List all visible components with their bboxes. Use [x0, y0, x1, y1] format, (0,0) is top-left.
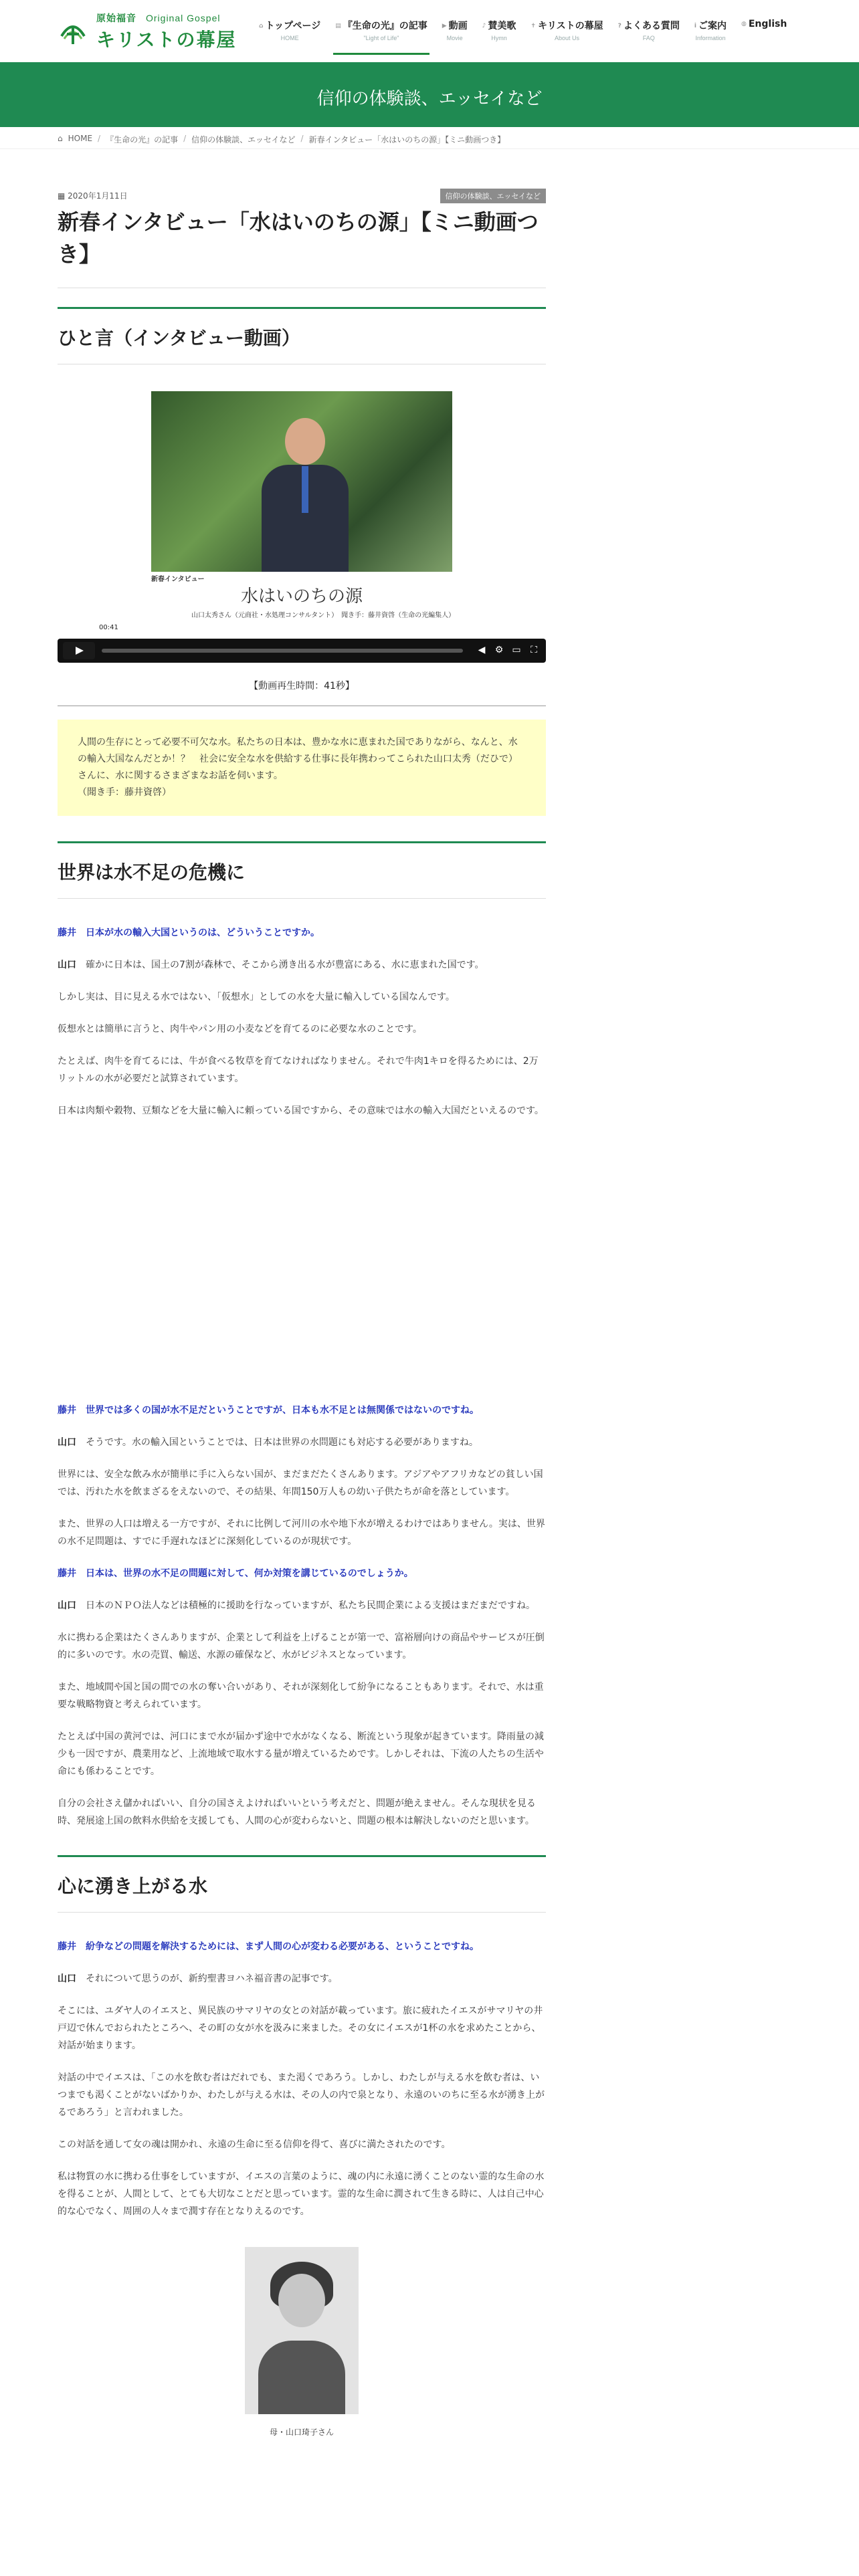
nav-home-en: HOME: [280, 35, 299, 41]
logo-main: キリストの幕屋: [96, 28, 237, 51]
answer-text: 日本のＮＰＯ法人などは積極的に援助を行なっていますが、私たち民間企業による支援はまだまだですね。: [86, 1600, 535, 1611]
nav-movie-en: Movie: [446, 35, 463, 41]
play-button[interactable]: [63, 642, 95, 659]
question-icon: ?: [617, 23, 622, 29]
info-icon: i: [694, 23, 696, 29]
question-text: 日本は、世界の水不足の問題に対して、何か対策を講じているのでしょうか。: [86, 1568, 413, 1579]
nav-english[interactable]: [734, 19, 794, 55]
speaker-name: 藤井: [58, 1941, 76, 1952]
nav-hymn-en: Hymn: [491, 35, 507, 41]
body-paragraph: そこには、ユダヤ人のイエスと、異民族のサマリヤの女との対話が載っています。旅に疲れたイエスがサマリヤの井戸辺で休んでおられたところへ、その町の女が水を汲みに来ました。その女にイエスが1杯の水を求めたことから、対話が始まります。: [58, 2006, 543, 2051]
section-heading-living-water: 心に湧き上がる水: [58, 1855, 546, 1899]
nav-light-of-life[interactable]: [328, 19, 435, 55]
question-text: 世界では多くの国が水不足だということですが、日本も水不足とは無関係ではないのですね。: [86, 1405, 479, 1416]
logo-emblem-icon: [58, 16, 88, 47]
nav-about-en: About Us: [555, 35, 580, 41]
fullscreen-icon[interactable]: ⛶: [531, 645, 537, 655]
answer-text: 確かに日本は、国土の7割が森林で、そこから湧き出る水が豊富にある、水に恵まれた国です。: [86, 960, 484, 970]
nav-hymn-label: 賛美歌: [488, 21, 516, 31]
book-icon: ▤: [335, 23, 341, 29]
video-controls: [58, 639, 546, 663]
video-thumbnail: [151, 391, 452, 572]
calendar-icon: ▦: [58, 191, 68, 201]
body-paragraph: たとえば中国の黄河では、河口にまで水が届かず途中で水がなくなる、断流という現象が起きています。降雨量の減少も一因ですが、農業用など、上流地域で取水する量が増えているためです。しかしそれは、下流の人たちの生活や命にも係わることです。: [58, 1731, 544, 1777]
video-time: 00:41: [99, 624, 118, 631]
video-caption-small: 新春インタビュー: [151, 576, 205, 583]
speaker-name: 山口: [58, 1600, 76, 1611]
article-title: 新春インタビュー「水はいのちの源」【ミニ動画つき】: [58, 209, 539, 267]
category-badge[interactable]: 信仰の体験談、エッセイなど: [440, 189, 546, 203]
settings-gear-icon[interactable]: ⚙: [494, 645, 504, 655]
logo-sub-en: Original Gospel: [146, 12, 221, 23]
photo-figure-head: [278, 2274, 325, 2327]
answer-paragraph: [58, 1970, 546, 1988]
question-text: 紛争などの問題を解決するためには、まず人間の心が変わる必要がある、ということですね。: [86, 1941, 479, 1952]
nav-movie[interactable]: [435, 19, 475, 55]
breadcrumb-separator: /: [98, 134, 101, 143]
nav-about-label: キリストの幕屋: [537, 21, 603, 31]
body-paragraph: この対話を通して女の魂は開かれ、永遠の生命に至る信仰を得て、喜びに満たされたのです。: [58, 2139, 451, 2150]
main-nav: [252, 19, 794, 55]
question-paragraph: [58, 1938, 546, 1955]
logo-sub-jp: 原始福音: [96, 13, 136, 24]
nav-info[interactable]: [687, 19, 734, 55]
nav-light-of-life-label: 『生命の光』の記事: [343, 21, 427, 31]
nav-faq-en: FAQ: [642, 35, 655, 41]
video-duration-note: 【動画再生時間：41秒】: [249, 681, 355, 691]
speaker-name: 山口: [58, 960, 76, 970]
movie-icon: ▶: [442, 23, 447, 29]
nav-movie-label: 動画: [448, 21, 468, 31]
body-paragraph: 私は物質の水に携わる仕事をしていますが、イエスの言葉のように、魂の内に永遠に湧くことのない霊的な生命の水を得ることが、人間として、とても大切なことだと思っています。霊的な生命に潤されて生きる時に、人は自己中心的な心でなく、周囲の人々まで潤す存在となりえるのです。: [58, 2171, 545, 2217]
banner-title: 信仰の体験談、エッセイなど: [316, 89, 543, 109]
breadcrumb: [58, 134, 510, 145]
home-icon: ⌂: [259, 23, 264, 29]
question-paragraph: [58, 1402, 546, 1419]
church-icon: ✝: [531, 23, 536, 29]
music-icon: ♪: [482, 23, 486, 29]
body-paragraph: 対話の中でイエスは、「この水を飲む者はだれでも、また渇くであろう。しかし、わたしが与える水を飲む者は、いつまでも渇くことがないばかりか、わたしが与える水は、その人の内で泉となり、永遠のいのちに至る水が湧き上がるであろう」と言われました。: [58, 2072, 545, 2118]
speaker-name: 藤井: [58, 1568, 76, 1579]
breadcrumb-divider: [0, 148, 859, 149]
answer-paragraph: [58, 956, 546, 974]
interviewee-tie: [302, 466, 308, 513]
nav-info-en: Information: [695, 35, 726, 41]
answer-paragraph: [58, 1597, 546, 1614]
answer-text: それについて思うのが、新約聖書ヨハネ福音書の記事です。: [86, 1973, 338, 1984]
nav-faq-label: よくある質問: [623, 21, 680, 31]
nav-english-label: English: [748, 19, 787, 29]
speaker-name: 山口: [58, 1437, 76, 1448]
intro-box: [58, 720, 546, 816]
photo-caption: 母・山口琦子さん: [269, 2428, 334, 2437]
nav-info-label: ご案内: [698, 21, 727, 31]
article-date: [58, 190, 128, 201]
mother-photo: [245, 2247, 359, 2414]
pip-icon[interactable]: ▭: [512, 645, 521, 655]
breadcrumb-category[interactable]: 信仰の体験談、エッセイなど: [191, 135, 296, 144]
body-paragraph: 世界には、安全な飲み水が簡単に手に入らない国が、まだまだたくさんあります。アジアやアフリカなどの貧しい国では、汚れた水を飲まざるをえないので、その結果、年間150万人もの幼い子供たちが命を落としています。: [58, 1469, 543, 1497]
body-paragraph: 自分の会社さえ儲かればいい、自分の国さえよければいいという考えだと、問題が絶えません。そんな現状を見る時、発展途上国の飲料水供給を支援しても、人間の心が変わらないと、問題の根本は解決しないのだと思います。: [58, 1798, 536, 1826]
speaker-name: 山口: [58, 1973, 76, 1984]
section-heading-water-crisis: 世界は水不足の危機に: [58, 841, 546, 885]
body-paragraph: しかし実は、目に見える水ではない、「仮想水」としての水を大量に輸入している国なんです。: [58, 992, 455, 1002]
question-paragraph: [58, 924, 546, 942]
intro-credit: （聞き手：藤井資啓）: [78, 787, 171, 798]
breadcrumb-light-of-life[interactable]: 『生命の光』の記事: [106, 135, 179, 144]
section-heading-interview: ひと言（インタビュー動画）: [58, 307, 546, 350]
answer-text: そうです。水の輸入国ということでは、日本は世界の水問題にも対応する必要がありますね。: [86, 1437, 478, 1448]
breadcrumb-separator: /: [300, 134, 304, 143]
question-paragraph: [58, 1565, 546, 1582]
intro-text: 人間の生存にとって必要不可欠な水。私たちの日本は、豊かな水に恵まれた国でありながら、なんと、水の輸入大国なんだとか！？ 社会に安全な水を供給する仕事に長年携わってこられた山口太秀（だひで）さんに、水に関するさまざまなお話を伺います。: [78, 737, 518, 781]
breadcrumb-separator: /: [183, 134, 187, 143]
speaker-name: 藤井: [58, 928, 76, 938]
speaker-name: 藤井: [58, 1405, 76, 1416]
breadcrumb-home[interactable]: HOME: [68, 134, 93, 143]
nav-faq[interactable]: [611, 19, 687, 55]
body-paragraph: また、地域間や国と国の間での水の奪い合いがあり、それが深刻化して紛争になることもあります。それで、水は重要な戦略物資と考えられています。: [58, 1682, 544, 1710]
globe-icon: ◍: [741, 21, 747, 27]
blank-ad-space: [58, 1119, 546, 1387]
video-player[interactable]: [58, 391, 546, 665]
breadcrumb-current: 新春インタビュー「水はいのちの源」【ミニ動画つき】: [308, 135, 506, 144]
body-paragraph: 仮想水とは簡単に言うと、肉牛やパン用の小麦などを育てるのに必要な水のことです。: [58, 1024, 422, 1035]
volume-icon[interactable]: ◀: [478, 645, 486, 655]
interviewee-head: [285, 418, 325, 465]
video-caption-names: 山口太秀さん（元商社・水処理コンサルタント） 聞き手：藤井資啓（生命の光編集人）: [191, 612, 456, 619]
body-paragraph: 日本は肉類や穀物、豆類などを大量に輸入に頼っている国ですから、その意味では水の輸入大国だといえるのです。: [58, 1105, 544, 1116]
video-caption: [151, 573, 456, 633]
nav-light-of-life-en: "Light of Life": [363, 35, 399, 41]
video-progress-track[interactable]: [102, 649, 463, 653]
nav-home[interactable]: [252, 19, 328, 55]
nav-hymn[interactable]: [475, 19, 524, 55]
body-paragraph: また、世界の人口は増える一方ですが、それに比例して河川の水や地下水が増えるわけではありません。実は、世界の水不足問題は、すでに手遅れなほどに深刻化しているのが現状です。: [58, 1519, 545, 1547]
question-text: 日本が水の輸入大国というのは、どういうことですか。: [86, 928, 320, 938]
home-icon: ⌂: [58, 134, 63, 143]
photo-figure-body: [258, 2341, 345, 2414]
video-caption-big: 水はいのちの源: [240, 586, 363, 607]
site-logo[interactable]: [58, 12, 237, 51]
article: [58, 187, 546, 2438]
body-paragraph: 水に携わる企業はたくさんありますが、企業として利益を上げることが第一で、富裕層向けの商品やサービスが圧倒的に多いのです。水の売買、輸送、水源の確保など、水がビジネスとなっています。: [58, 1632, 545, 1660]
article-meta: [58, 187, 546, 203]
nav-home-label: トップページ: [265, 21, 321, 31]
site-header: [0, 0, 859, 62]
page-banner: [0, 62, 859, 127]
answer-paragraph: [58, 1434, 546, 1451]
article-date-text: 2020年1月11日: [68, 191, 128, 201]
nav-about[interactable]: [523, 19, 610, 55]
body-paragraph: たとえば、肉牛を育てるには、牛が食べる牧草を育てなければなりません。それで牛肉1キロを得るためには、2万リットルの水が必要だと試算されています。: [58, 1056, 539, 1084]
